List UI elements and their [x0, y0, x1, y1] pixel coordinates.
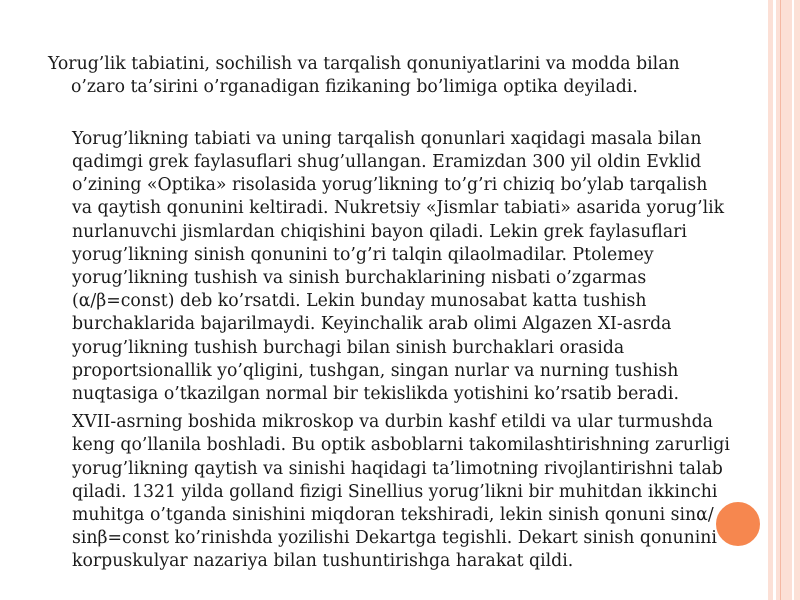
right-band-stripe [773, 0, 776, 600]
accent-circle [714, 500, 762, 548]
right-band-stripe [780, 0, 781, 600]
right-band-stripe [792, 0, 794, 600]
paragraph-first-line: Yorug’lik tabiatini, sochilish va tarqalish qonuniyatlarini va modda bilan [48, 54, 680, 75]
paragraph-history-xvii: XVII-asrning boshida mikroskop va durbin kashf etildi va ular turmushda keng qo’llanila boshladi. Bu optik asboblarni takomilashtirishning zarurligi yorug’likning qaytish va sinishi haqidagi ta’limotning rivojlantirishni talab qiladi. 1321 yilda golland fizigi Sinellius yorug’likni bir muhitdan ikkinchi muhitga o’tganda sinishini miqdoran tekshiradi, lekin sinish qonuni sinα/ sinβ=const ko’rinishda yozilishi Dekartga tegishli. Dekart sinish qonunini korpuskulyar nazariya bilan tushuntirishga harakat qildi. [72, 412, 730, 572]
left-border [0, 0, 8, 600]
paragraph-history-greek: Yorug’likning tabiati va uning tarqalish qonunlari xaqidagi masala bilan qadimgi grek faylasuflari shug’ullangan. Eramizdan 300 yil oldin Evklid o’zining «Optika» risolasida yorug’likning to’g’ri chiziq bo’ylab tarqalish va qaytish qonunini keltiradi. Nukretsiy «Jismlar tabiati» asarida yorug’lik nurlanuvchi jismlardan chiqishini bayon qiladi. Lekin grek faylasuflari yorug’likning sinish qonunini to’g’ri talqin qilaolmadilar. Ptolemey yorug’likning tushish va sinish burchaklarining nisbati o’zgarmas (α/β=const) deb ko’rsatdi. Lekin bunday munosabat katta tushish burchaklarida bajarilmaydi. Keyinchalik arab olimi Algazen XI-asrda yorug’likning tushish burchagi bilan sinish burchaklari orasida proportsionallik yo’qligini, tushgan, singan nurlar va nurning tushish nuqtasiga o’tkazilgan normal bir tekislikda yotishini ko’rsatib beradi. [72, 128, 725, 405]
slide-body [48, 30, 762, 579]
paragraph-continuation: o’zaro ta’sirini o’rganadigan fizikaning bo’limiga optika deyiladi. [71, 77, 638, 98]
paragraph-definition [48, 30, 762, 123]
